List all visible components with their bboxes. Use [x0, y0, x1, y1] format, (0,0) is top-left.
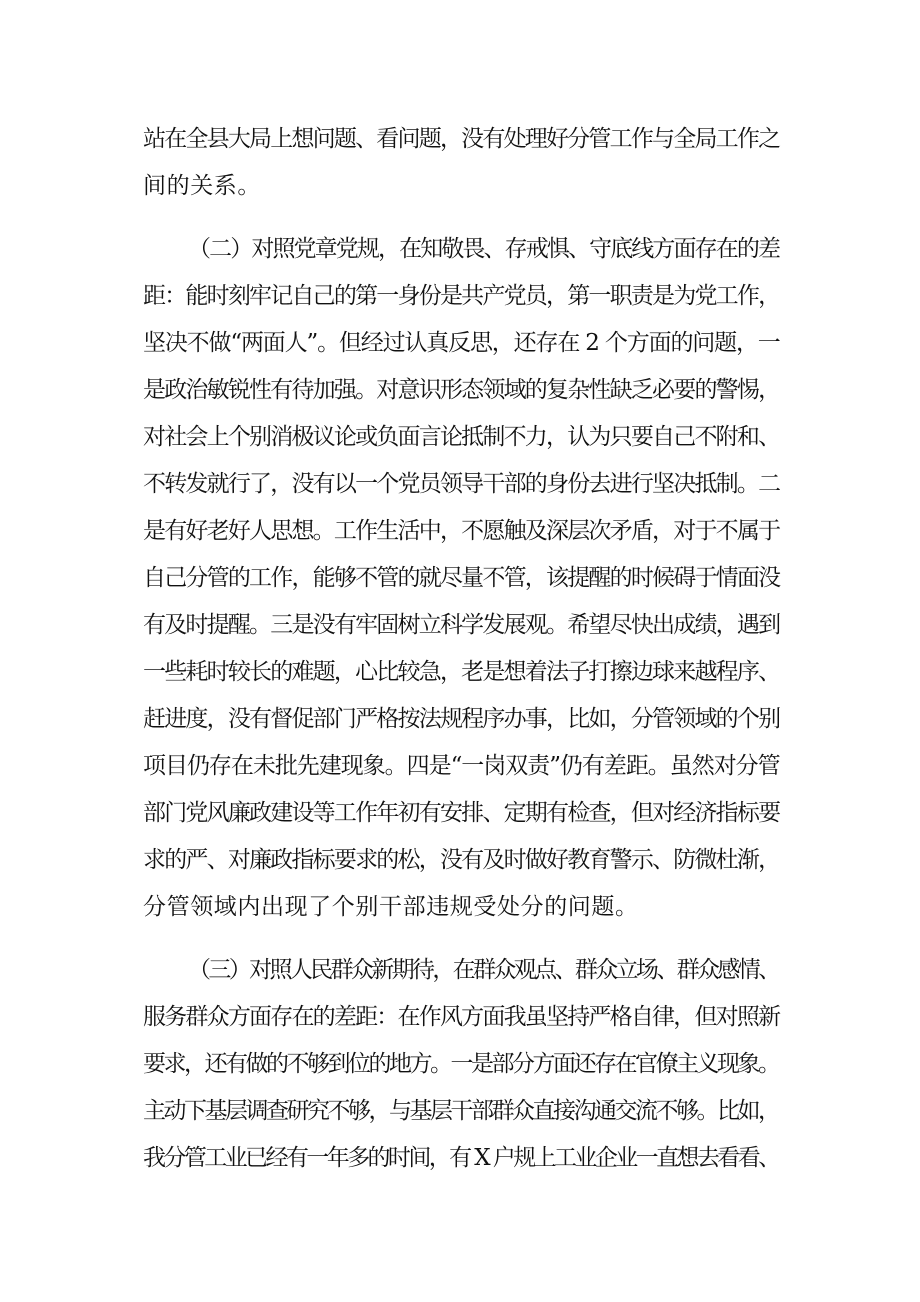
text-line: 有及时提醒。三是没有牢固树立科学发展观。希望尽快出成绩，遇到 [143, 612, 780, 638]
text-line: 一些耗时较长的难题，心比较急，老是想着法子打擦边球来越程序、 [143, 659, 780, 685]
text-line: 分管领域内出现了个别干部违规受处分的问题。 [143, 894, 639, 920]
text-line: 不转发就行了，没有以一个党员领导干部的身份去进行坚决抵制。二 [143, 471, 780, 497]
text-line: 对社会上个别消极议论或负面言论抵制不力，认为只要自己不附和、 [143, 424, 780, 450]
paragraph-heading-line: （三）对照人民群众新期待，在群众观点、群众立场、群众感情、 [188, 957, 779, 983]
text-line: 部门党风廉政建设等工作年初有安排、定期有检查，但对经济指标要 [143, 800, 780, 826]
text-line: 赶进度，没有督促部门严格按法规程序办事，比如，分管领域的个别 [143, 706, 780, 732]
text-line: 坚决不做“两面人”。但经过认真反思，还存在 2 个方面的问题，一 [143, 330, 780, 356]
text-line: 求的严、对廉政指标要求的松，没有及时做好教育警示、防微杜渐， [143, 847, 780, 873]
text-line: 自己分管的工作，能够不管的就尽量不管，该提醒的时候碍于情面没 [143, 565, 780, 591]
text-line: 要求，还有做的不够到位的地方。一是部分方面还存在官僚主义现象。 [143, 1051, 779, 1077]
text-line: 是有好老好人思想。工作生活中，不愿触及深层次矛盾，对于不属于 [143, 518, 780, 544]
paragraph-heading-line: （二）对照党章党规，在知敬畏、存戒惧、守底线方面存在的差 [188, 236, 780, 262]
text-line: 项目仍存在未批先建现象。四是“一岗双责”仍有差距。虽然对分管 [143, 753, 780, 779]
text-line: 距：能时刻牢记自己的第一身份是共产党员，第一职责是为党工作， [143, 283, 780, 309]
text-line: 我分管工业已经有一年多的时间，有 X 户规上工业企业一直想去看看、 [143, 1145, 779, 1171]
text-line: 服务群众方面存在的差距：在作风方面我虽坚持严格自律，但对照新 [143, 1004, 780, 1030]
text-line: 间的关系。 [143, 173, 261, 199]
text-line: 是政治敏锐性有待加强。对意识形态领域的复杂性缺乏必要的警惕， [143, 377, 780, 403]
text-line: 站在全县大局上想问题、看问题，没有处理好分管工作与全局工作之 [143, 126, 780, 152]
text-line: 主动下基层调查研究不够，与基层干部群众直接沟通交流不够。比如， [143, 1098, 779, 1124]
